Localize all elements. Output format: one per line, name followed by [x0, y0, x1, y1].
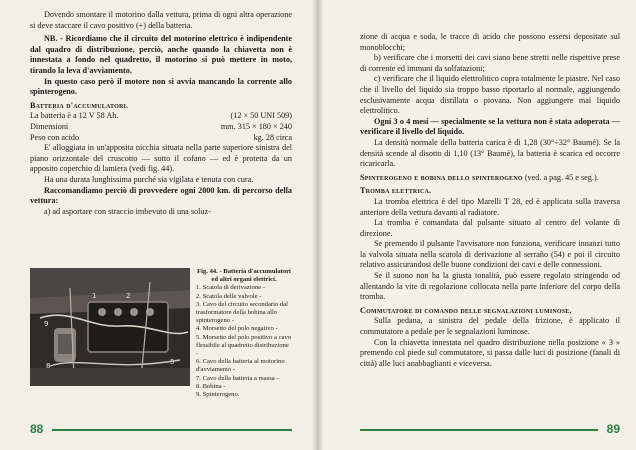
- paragraph: La densità normale della batteria carica è di 1,28 (30°÷32° Baumè). Se la densità scende al disotto di 1,10 (13° Baumè), la batteria è scarica ed occorre ricaricarla.: [360, 137, 620, 169]
- paragraph: b) verificare che i morsetti dei cavi siano bene stretti nelle rispettive prese di corrente ed immuni da solfatazioni;: [360, 53, 620, 73]
- caption-item: 7. Cavo della batteria a massa -: [196, 374, 279, 382]
- battery-spec-table: [30, 111, 292, 143]
- svg-text:1: 1: [92, 292, 97, 300]
- caption-item: 2. Scatola delle valvole -: [196, 292, 262, 300]
- note-paragraph: NB. - Ricordiamo che il circuito del motorino elettrico è indipendente dal quadro di distribuzione, perciò, anche quando la chiavetta non è innestata a fondo nel quadretto, il motorino si può mettere in moto, tirando la leva d'avviamento.: [30, 34, 292, 75]
- caption-item: 1. Scatola di derivazione -: [196, 284, 266, 292]
- paragraph: zione di acqua e soda, le tracce di acido che possono essersi depositate sul monoblocchi;: [360, 32, 620, 52]
- engine-bay-illustration: [30, 268, 190, 386]
- paragraph: Se premendo il pulsante l'avvisatore non funziona, verificare innanzi tutto la valvola situata nella scatola di derivazione al serraño (54) e poi il circuito relativo assicurandosi delle buone condizioni dei cavi e delle connessioni.: [360, 239, 620, 270]
- paragraph: La tromba è comandata dal pulsante situato al centro del volante di direzione.: [360, 218, 620, 238]
- spec-value: (12 × 50 UNI 509): [230, 111, 292, 121]
- paragraph: Ha una durata lunghissima purché sia vigilata e tenuta con cura.: [44, 174, 254, 184]
- spec-row: [30, 122, 292, 133]
- spec-row: [30, 133, 292, 144]
- spec-row: [30, 111, 292, 122]
- svg-text:5: 5: [170, 358, 175, 366]
- paragraph: Sulla pedana, a sinistra del pedale della frizione, è applicato il commutatore a pedale per le segnalazioni luminose.: [360, 316, 620, 337]
- paragraph: La tromba elettrica è del tipo Marelli T 28, ed è applicata sulla traversa anteriore della vettura davanti al radiatore.: [360, 196, 620, 217]
- footer-rule: [360, 429, 598, 431]
- caption-item: 8. Bobina -: [196, 382, 226, 390]
- paragraph: Dovendo smontare il motorino dalla vettura, prima di ogni altra operazione si deve staccare il cavo positivo (+) della batteria.: [30, 10, 292, 30]
- svg-text:8: 8: [46, 362, 51, 370]
- footer-rule: [52, 429, 292, 431]
- right-page: [318, 0, 636, 450]
- page-reference: (ved. a pag. 45 e seg.).: [524, 172, 599, 182]
- svg-text:9: 9: [44, 320, 49, 328]
- paragraph: E' alloggiata in un'apposita nicchia situata nella parte superiore sinistra del piano orizzontale del cruscotto — sotto il cofano — ed è protetta da un apposito coperchio di lamiera (vedi fig. 44).: [30, 143, 292, 174]
- heading-text: Spinterogeno e bobina dello spinterogeno: [360, 172, 523, 182]
- figure-44: [30, 268, 292, 399]
- paragraph: Se il suono non ha la giusta tonalità, può essere regolato stringendo od allentando la vite di regolazione collocata nella parte inferiore del corpo della tromba.: [360, 271, 620, 302]
- figure-title: Fig. 44. - Batteria d'accumulatori ed altri organi elettrici.: [197, 268, 291, 284]
- caption-item: 3. Cavo del circuito secondario dal trasformatore della bobina allo spinterogeno -: [196, 300, 288, 325]
- paragraph: Con la chiavetta innestata nel quadro distribuzione nella posizione « 3 » premendo col piede sul commutatore, si passa dalle luci di posizione (fanali di città) alle luci anabbaglianti e viceversa.: [360, 337, 620, 368]
- caption-item: 5. Morsetto del polo positivo a cavo flessibile al quadretto distribuzione -: [196, 333, 292, 358]
- caption-item: 9. Spinterogeno.: [196, 391, 240, 399]
- spec-value: kg. 28 circa: [253, 132, 292, 142]
- right-text-column: [360, 32, 620, 369]
- svg-text:2: 2: [126, 292, 131, 300]
- caption-item: 4. Morsetto del polo negativo -: [196, 325, 278, 333]
- caption-item: 6. Cavo della batteria al motorino d'avviamento -: [196, 358, 285, 374]
- section-heading-battery: Batteria d'accumulatori.: [30, 100, 129, 110]
- paragraph: In questo caso però il motore non si avvia mancando la corrente allo spinterogeno.: [30, 76, 292, 97]
- figure-caption: [196, 268, 292, 399]
- page-number: 88: [30, 422, 44, 436]
- spec-label: Peso con acido: [30, 132, 80, 142]
- section-heading-commutator: Commutatore di comando delle segnalazioni luminose.: [360, 305, 572, 315]
- section-heading-horn: Tromba elettrica.: [360, 186, 432, 196]
- paragraph: c) verificare che il liquido elettrolitico copra totalmente le piastre. Nel caso che il livello del liquido sia troppo basso riportarlo al normale, aggiungendo esclusivamente acqua distillata o piovana. Non aggiungere mai liquido elettrolitico.: [360, 74, 620, 116]
- spec-label: Dimensioni: [30, 121, 69, 131]
- section-heading-spinterogeno: [360, 173, 620, 184]
- paragraph: a) ad asportare con straccio imbevuto di una soluz-: [44, 206, 211, 216]
- left-text-column: [30, 10, 292, 217]
- right-footer: [360, 424, 620, 438]
- paragraph: Ogni 3 o 4 mesi — specialmente se la vettura non è stata adoperata — verificare il livello del liquido.: [360, 116, 620, 137]
- page-number: 89: [606, 422, 620, 436]
- battery-photo: [30, 268, 190, 386]
- paragraph: Raccomandiamo perciò di provvedere ogni 2000 km. di percorso della vettura:: [30, 185, 292, 206]
- spec-value: mm. 315 × 180 × 240: [220, 121, 292, 131]
- spec-label: La batteria è a 12 V 58 Ah.: [30, 111, 119, 121]
- left-footer: [30, 424, 292, 438]
- book-gutter: [312, 0, 324, 450]
